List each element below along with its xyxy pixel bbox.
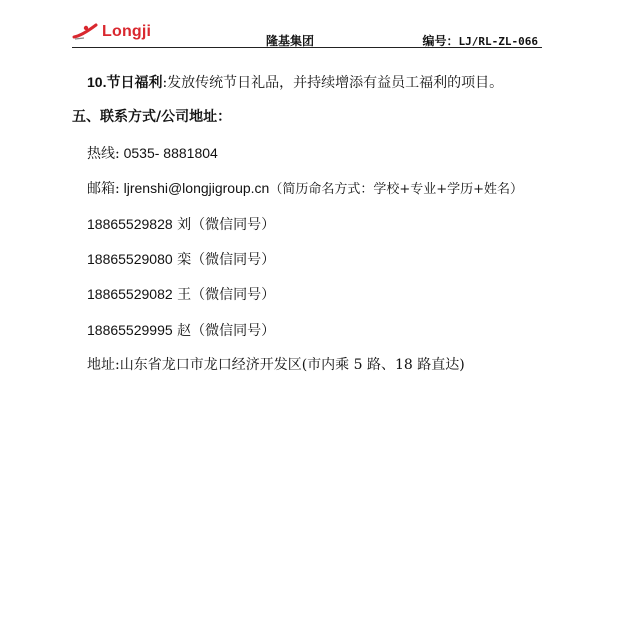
email-label: 邮箱:	[87, 181, 120, 197]
welfare-item	[87, 73, 503, 92]
phone-number: 18865529080	[87, 251, 173, 267]
contact-heading: 五、联系方式/公司地址：	[72, 109, 232, 125]
email-address[interactable]: ljrenshi@longjigroup.cn	[119, 180, 270, 196]
welfare-title: 节日福利	[106, 75, 163, 91]
address-label: 地址:	[87, 357, 120, 373]
address-text: 山东省龙口市龙口经济开发区(市内乘 5 路、18 路直达)	[119, 357, 465, 373]
welfare-number: 10.	[87, 74, 107, 90]
longji-logo-icon	[72, 23, 98, 41]
address-line	[87, 356, 465, 374]
phone-line	[87, 285, 275, 304]
phone-number: 18865529082	[87, 286, 173, 302]
company-logo	[72, 20, 151, 44]
phone-number: 18865529828	[87, 216, 173, 232]
phone-number: 18865529995	[87, 322, 173, 338]
phone-line	[87, 250, 275, 269]
logo-text: Longji	[102, 23, 152, 40]
page-header	[72, 18, 542, 48]
document-number-label: 编号：	[422, 34, 459, 48]
phone-line	[87, 215, 275, 234]
company-name: 隆基集团	[266, 34, 315, 48]
hotline-label: 热线:	[87, 146, 120, 162]
email-note: （简历命名方式：学校+专业+学历+姓名）	[269, 182, 524, 197]
hotline-line	[87, 144, 218, 163]
document-code: LJ/RL-ZL-066	[458, 35, 538, 48]
email-line	[87, 179, 523, 199]
phone-line	[87, 321, 275, 340]
phone-contact-name: 赵（微信同号）	[172, 323, 276, 339]
phone-contact-name: 栾（微信同号）	[172, 252, 276, 268]
welfare-text: :发放传统节日礼品，并持续增添有益员工福利的项目。	[162, 75, 504, 91]
hotline-number: 0535- 8881804	[119, 145, 218, 161]
header-divider	[72, 47, 542, 48]
phone-contact-name: 刘（微信同号）	[172, 217, 276, 233]
phone-contact-name: 王（微信同号）	[172, 287, 276, 303]
